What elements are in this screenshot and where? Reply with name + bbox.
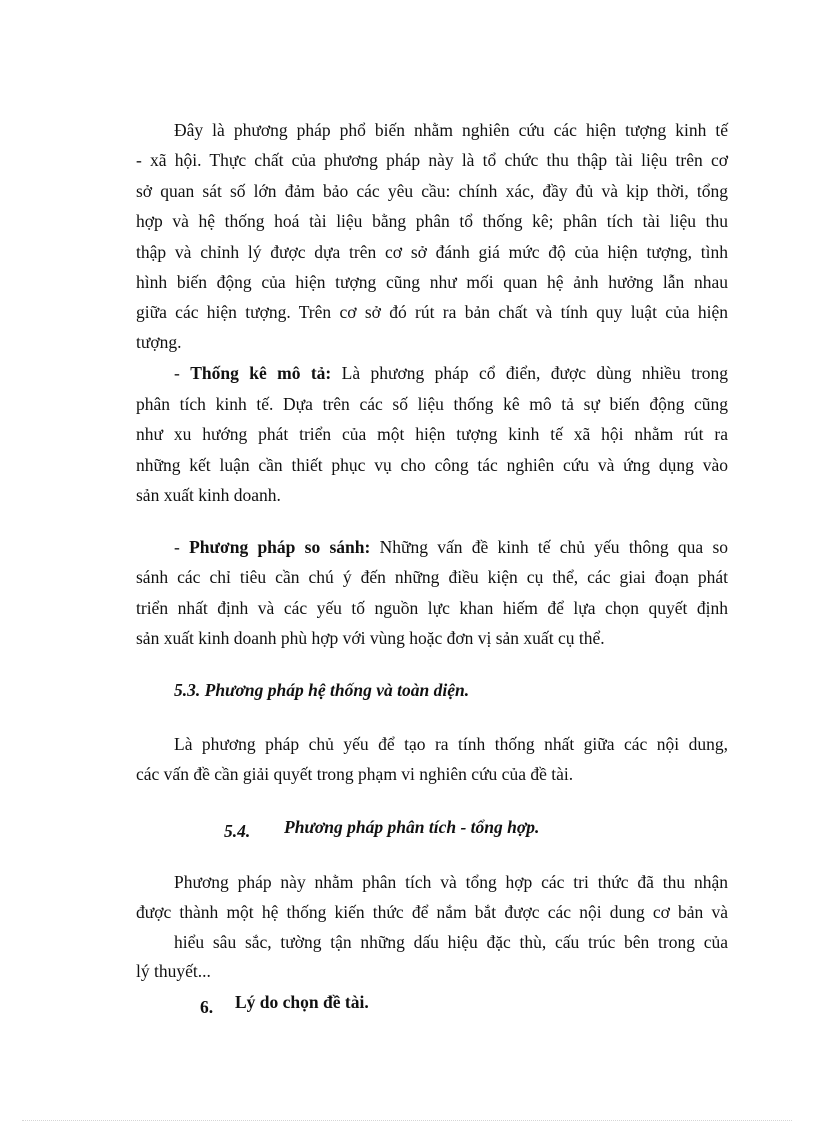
text-line: - xã hội. Thực chất của phương pháp này là tổ chức thu thập tài liệu trên cơ [136, 150, 728, 170]
text-line: hình biến động của hiện tượng cũng như mối quan hệ ảnh hưởng lẫn nhau [136, 272, 728, 292]
term-definition: Là phương pháp cổ điển, được dùng nhiều trong [341, 363, 729, 383]
list-dash: - [174, 363, 180, 383]
term-descriptive-statistics: Thống kê mô tả: [190, 363, 332, 383]
section-number-5-4: 5.4. [224, 821, 251, 841]
section-number-6: 6. [200, 997, 214, 1017]
text-line: hợp và hệ thống hoá tài liệu bằng phân tổ thống kê; phân tích tài liệu thu [136, 211, 728, 231]
text-line: sản xuất kinh doanh. [136, 485, 281, 505]
text-line [174, 362, 728, 384]
text-line: Đây là phương pháp phổ biến nhằm nghiên cứu các hiện tượng kinh tế [174, 120, 728, 140]
text-line: phân tích kinh tế. Dựa trên các số liệu thống kê mô tả sự biến động cũng [136, 394, 728, 414]
text-line: sản xuất kinh doanh phù hợp với vùng hoặc đơn vị sản xuất cụ thể. [136, 628, 605, 648]
list-dash: - [174, 537, 180, 557]
section-heading-5-4: Phương pháp phân tích - tổng hợp. [284, 817, 540, 837]
text-line: triển nhất định và các yếu tố nguồn lực khan hiếm để lựa chọn quyết định [136, 598, 728, 618]
text-line [174, 536, 728, 558]
section-heading-6: Lý do chọn đề tài. [235, 992, 369, 1012]
text-line: lý thuyết... [136, 961, 211, 981]
text-line: như xu hướng phát triển của một hiện tượng kinh tế xã hội nhằm rút ra [136, 424, 728, 444]
text-line: tượng. [136, 332, 182, 352]
text-line: hiểu sâu sắc, tường tận những dấu hiệu đặc thù, cấu trúc bên trong của [174, 932, 728, 952]
text-line: giữa các hiện tượng. Trên cơ sở đó rút ra bản chất và tính quy luật của hiện [136, 302, 728, 322]
text-line: được thành một hệ thống kiến thức để nắm bắt được các nội dung cơ bản và [136, 902, 728, 922]
term-definition: Những vấn đề kinh tế chủ yếu thông qua so [379, 537, 729, 557]
section-heading-5-3: 5.3. Phương pháp hệ thống và toàn diện. [174, 680, 470, 700]
text-line: sở quan sát số lớn đảm bảo các yêu cầu: chính xác, đầy đủ và kịp thời, tổng [136, 181, 728, 201]
text-line: các vấn đề cần giải quyết trong phạm vi nghiên cứu của đề tài. [136, 764, 574, 784]
term-comparison-method: Phương pháp so sánh: [189, 537, 371, 557]
text-line: sánh các chỉ tiêu cần chú ý đến những điều kiện cụ thể, các giai đoạn phát [136, 567, 728, 587]
page-bottom-divider [22, 1120, 792, 1121]
text-line: Là phương pháp chủ yếu để tạo ra tính thống nhất giữa các nội dung, [174, 734, 728, 754]
text-line: Phương pháp này nhằm phân tích và tổng hợp các tri thức đã thu nhận [174, 872, 728, 892]
text-line: thập và chỉnh lý được dựa trên cơ sở đánh giá mức độ của hiện tượng, tình [136, 242, 728, 262]
text-line: những kết luận cần thiết phục vụ cho công tác nghiên cứu và ứng dụng vào [136, 455, 728, 475]
